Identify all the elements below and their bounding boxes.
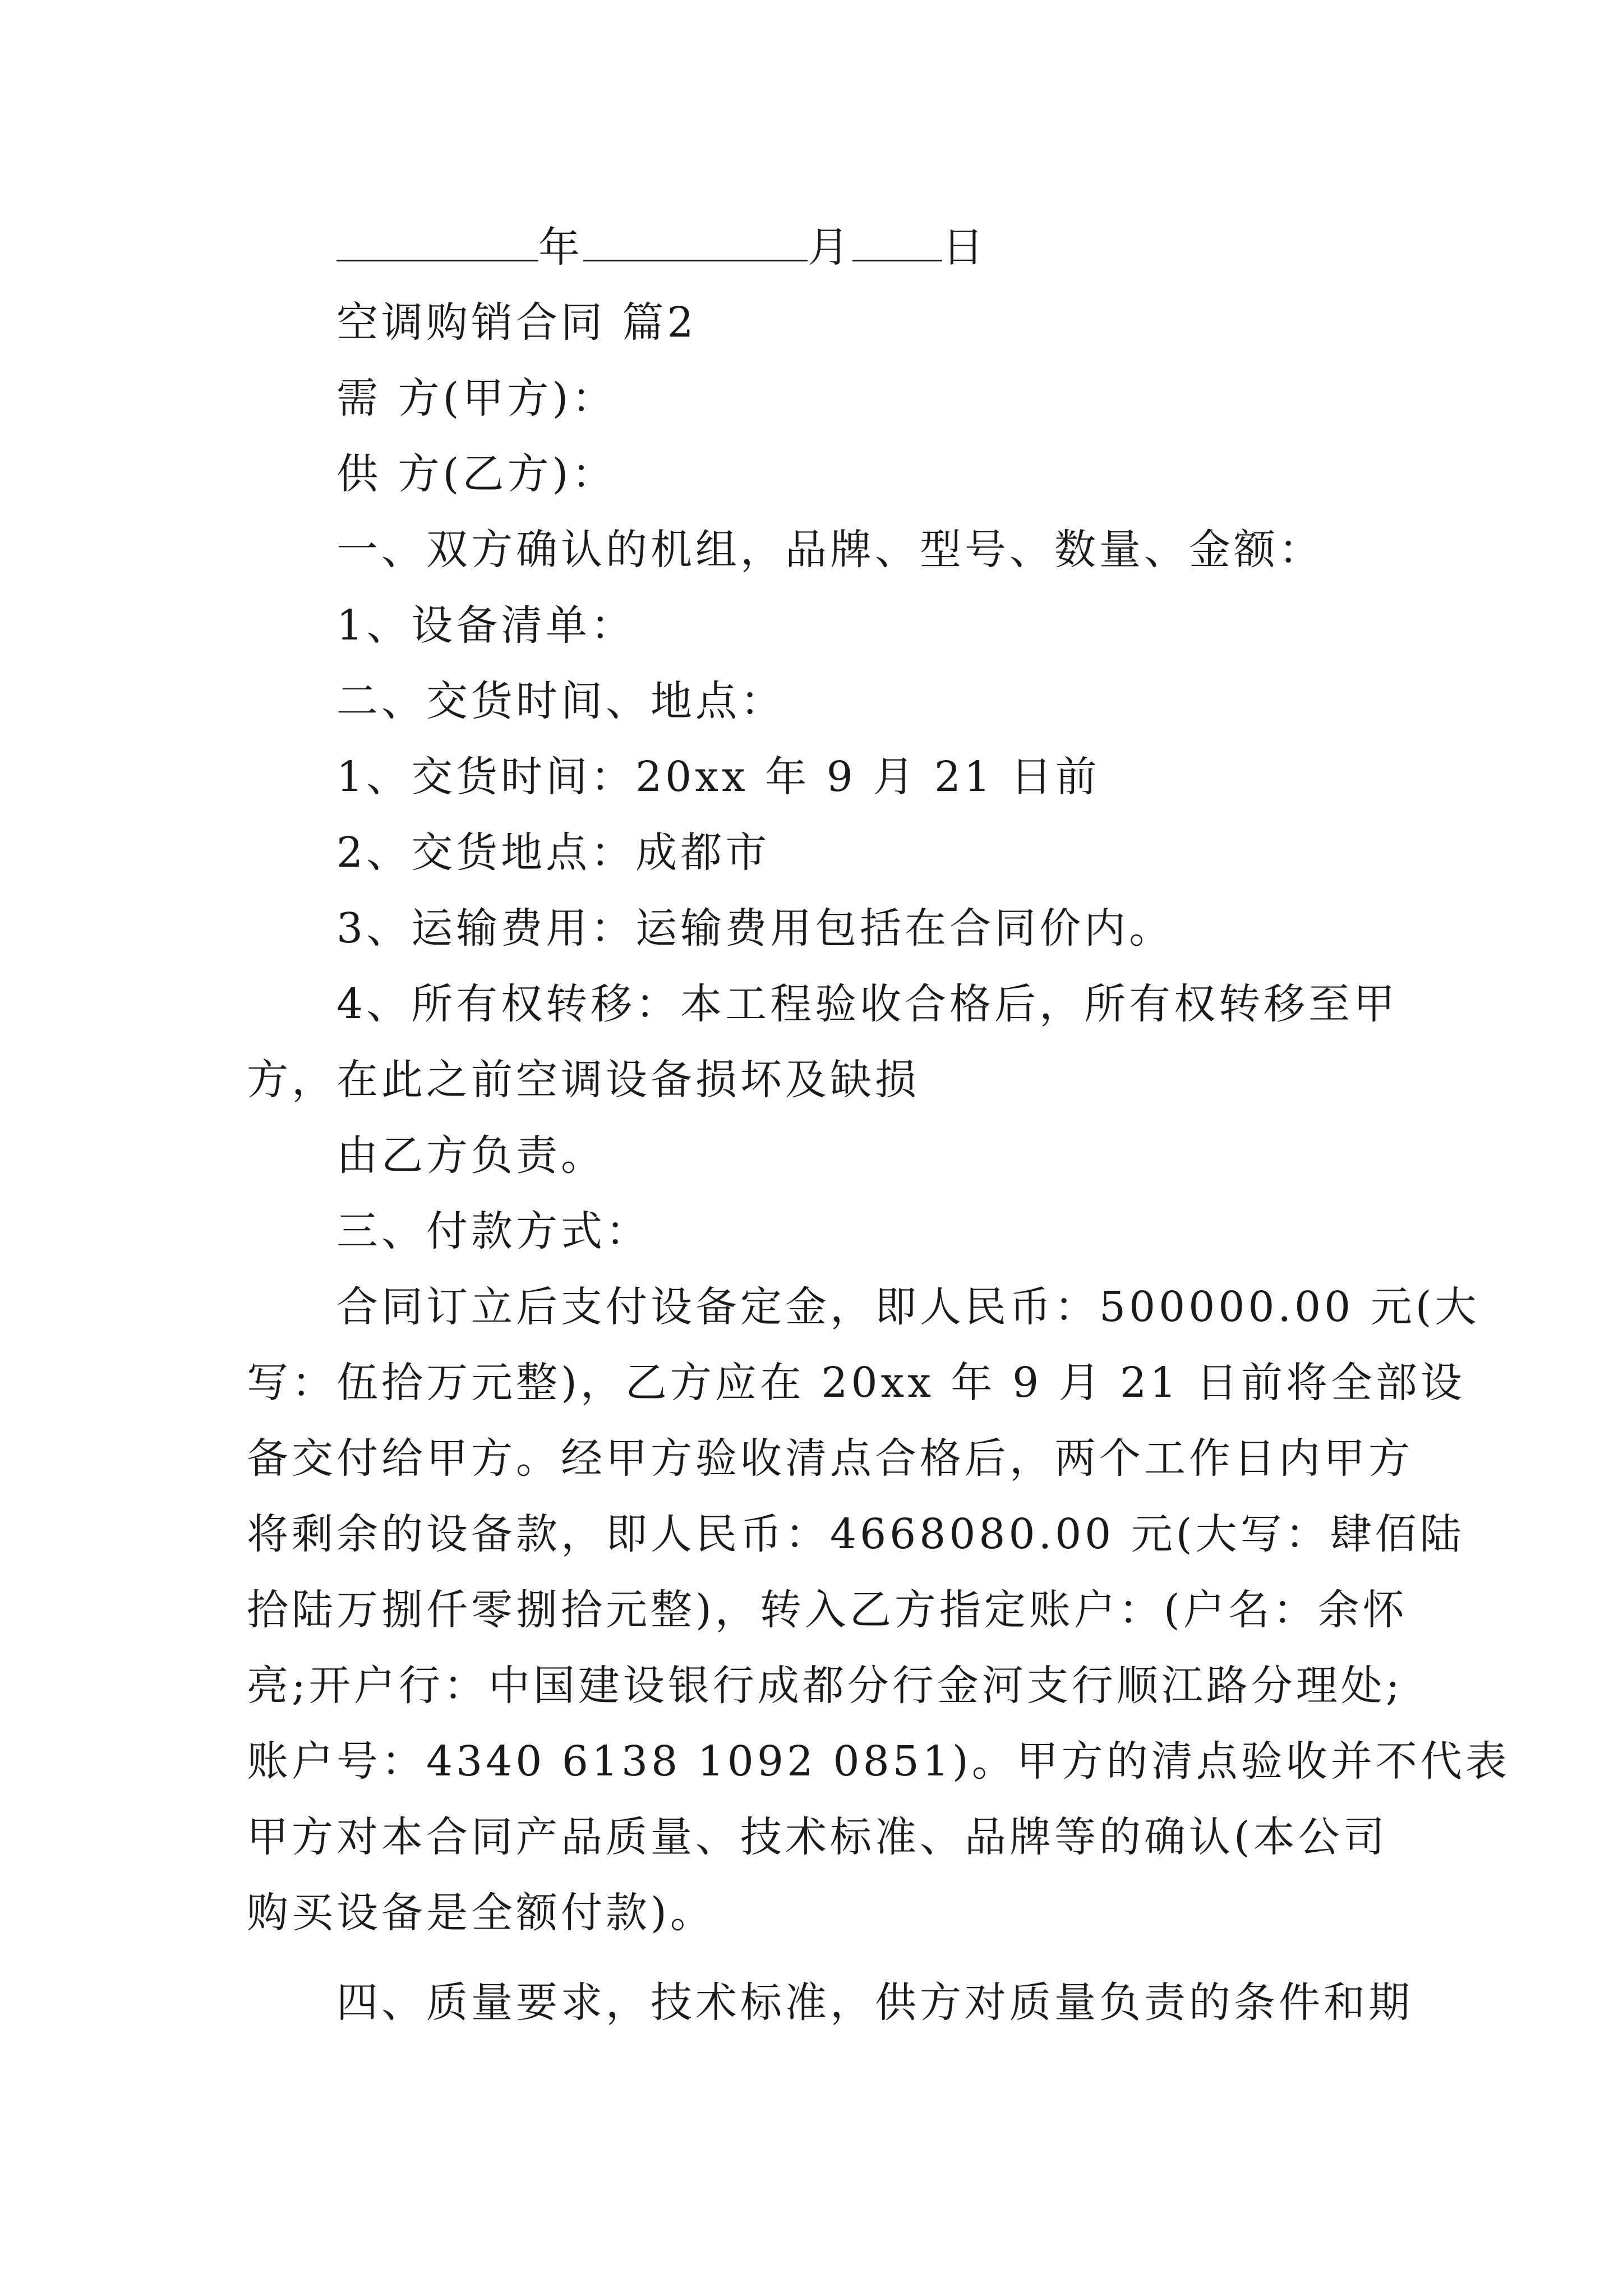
day-label: 日: [942, 223, 987, 272]
payment-paragraph-line: 拾陆万捌仟零捌拾元整)，转入乙方指定账户：(户名：余怀: [247, 1586, 1408, 1634]
party-a-line: 需 方(甲方)：: [336, 374, 617, 422]
clause-3-heading: 三、付款方式：: [336, 1207, 651, 1255]
clause-2-item-4-end: 由乙方负责。: [336, 1131, 606, 1180]
date-line: [336, 216, 987, 272]
clause-2-item-2: 2、交货地点：成都市: [336, 829, 771, 877]
clause-2-item-4: 4、所有权转移：本工程验收合格后，所有权转移至甲: [336, 980, 1399, 1028]
payment-paragraph-line: 写：伍拾万元整)，乙方应在 20xx 年 9 月 21 日前将全部设: [247, 1359, 1465, 1407]
month-label: 月: [808, 223, 852, 272]
payment-paragraph-line: 甲方对本合同产品质量、技术标准、品牌等的确认(本公司: [247, 1813, 1388, 1861]
clause-2-item-4-cont: 方，在此之前空调设备损坏及缺损: [247, 1056, 920, 1104]
payment-paragraph-line: 亮;开户行：中国建设银行成都分行金河支行顺江路分理处;: [247, 1662, 1403, 1710]
month-blank: [583, 216, 808, 261]
payment-paragraph-line: 合同订立后支付设备定金，即人民币：500000.00 元(大: [336, 1283, 1480, 1331]
year-label: 年: [538, 223, 583, 272]
payment-paragraph-line: 账户号：4340 6138 1092 0851)。甲方的清点验收并不代表: [247, 1737, 1510, 1786]
clause-2-item-3: 3、运输费用：运输费用包括在合同价内。: [336, 904, 1174, 953]
clause-4-heading: 四、质量要求，技术标准，供方对质量负责的条件和期: [336, 1978, 1413, 2027]
clause-1-item-1: 1、设备清单：: [336, 601, 636, 650]
year-blank: [336, 216, 538, 261]
payment-paragraph-line: 购买设备是全额付款)。: [247, 1889, 715, 1937]
payment-paragraph-line: 将剩余的设备款，即人民币：4668080.00 元(大写：肆佰陆: [247, 1510, 1465, 1558]
clause-2-item-1: 1、交货时间：20xx 年 9 月 21 日前: [336, 753, 1100, 801]
day-blank: [852, 216, 942, 261]
clause-1-heading: 一、双方确认的机组，品牌、型号、数量、金额：: [336, 526, 1324, 574]
section-title: 空调购销合同 篇2: [336, 298, 697, 347]
payment-paragraph-line: 备交付给甲方。经甲方验收清点合格后，两个工作日内甲方: [247, 1434, 1413, 1483]
clause-2-heading: 二、交货时间、地点：: [336, 677, 785, 725]
party-b-line: 供 方(乙方)：: [336, 450, 617, 498]
